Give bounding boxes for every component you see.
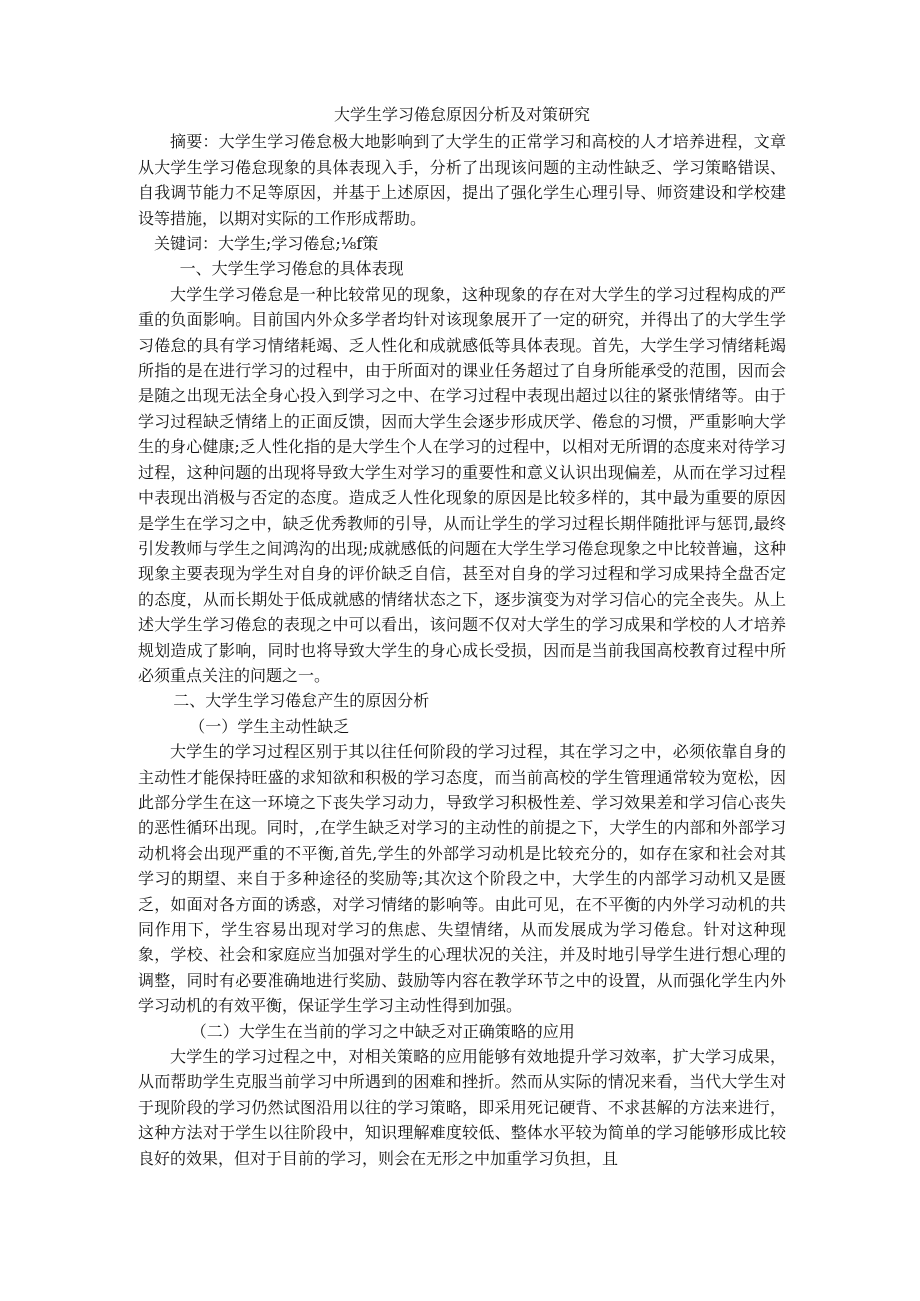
subsection-2-heading: （二）大学生在当前的学习之中缺乏对正确策略的应用 — [190, 1021, 575, 1041]
abstract-paragraph: 摘要：大学生学习倦怠极大地影响到了大学生的正常学习和高校的人才培养进程，文章从大学生学习倦怠现象的具体表现入手，分析了出现该问题的主动性缺乏、学习策略错误、自我调节能力不足等原因，并基于上述原因，提出了强化学生心理引导、师资建设和学校建设等措施，以期对实际的工作形成帮助。 — [138, 132, 786, 228]
section-1-heading: 一、大学生学习倦怠的具体表现 — [179, 259, 404, 279]
document-page — [138, 102, 786, 1171]
subsection-2-paragraph: 大学生的学习过程之中，对相关策略的应用能够有效地提升学习效率，扩大学习成果，从而帮助学生克服当前学习中所遇到的困难和挫折。然而从实际的情况来看，当代大学生对于现阶段的学习仍然试图沿用以往的学习策略，即采用死记硬背、不求甚解的方法来进行，这种方法对于学生以往阶段中，知识理解难度较低、整体水平较为简单的学习能够形成比较良好的效果，但对于目前的学习，则会在无形之中加重学习负担，且 — [138, 1047, 786, 1168]
section-2-heading: 二、大学生学习倦怠产生的原因分析 — [173, 691, 430, 711]
document-title: 大学生学习倦怠原因分析及对策研究 — [333, 105, 590, 124]
keywords-line: 关键词：大学生;学习倦怠;⅛f策 — [154, 234, 379, 254]
subsection-1-heading: （一）学生主动性缺乏 — [189, 716, 350, 736]
subsection-1-paragraph: 大学生的学习过程区别于其以往任何阶段的学习过程，其在学习之中，必须依靠自身的主动性才能保持旺盛的求知欲和积极的学习态度，而当前高校的学生管理通常较为宽松，因此部分学生在这一环境之下丧失学习动力，导致学习积极性差、学习效果差和学习信心丧失的恶性循环出现。同时，,在学生缺乏对学习的主动性的前提之下，大学生的内部和外部学习动机将会出现严重的不平衡,首先,学生的外部学习动机是比较充分的，如存在家和社会对其学习的期望、来自于多种途径的奖励等;其次这个阶段之中，大学生的内部学习动机又是匮乏，如面对各方面的诱惑，对学习情绪的影响等。由此可见，在不平衡的内外学习动机的共同作用下，学生容易出现对学习的焦虑、失望情绪，从而发展成为学习倦怠。针对这种现象，学校、社会和家庭应当加强对学生的心理状况的关注，并及时地引导学生进行想心理的调整，同时有必要准确地进行奖励、鼓励等内容在教学环节之中的设置，从而强化学生内外学习动机的有效平衡，保证学生学习主动性得到加强。 — [138, 742, 786, 1016]
section-1-paragraph: 大学生学习倦怠是一种比较常见的现象，这种现象的存在对大学生的学习过程构成的严重的负面影响。目前国内外众多学者均针对该现象展开了一定的研究，并得出了的大学生学习倦怠的具有学习情绪耗竭、乏人性化和成就感低等具体表现。首先，大学生学习情绪耗竭所指的是在进行学习的过程中，由于所面对的课业任务超过了自身所能承受的范围，因而会是随之出现无法全身心投入到学习之中、在学习过程中表现出超过以往的紧张情绪等。由于学习过程缺乏情绪上的正面反馈，因而大学生会逐步形成厌学、倦怠的习惯，严重影响大学生的身心健康;乏人性化指的是大学生个人在学习的过程中，以相对无所谓的态度来对待学习过程，这种问题的出现将导致大学生对学习的重要性和意义认识出现偏差，从而在学习过程中表现出消极与否定的态度。造成乏人性化现象的原因是比较多样的，其中最为重要的原因是学生在学习之中，缺乏优秀教师的引导，从而让学生的学习过程长期伴随批评与惩罚,最终引发教师与学生之间鸿沟的出现;成就感低的问题在大学生学习倦怠现象之中比较普遍，这种现象主要表现为学生对自身的评价缺乏自信，甚至对自身的学习过程和学习成果持全盘否定的态度，从而长期处于低成就感的情绪状态之下，逐步演变为对学习信心的完全丧失。从上述大学生学习倦怠的表现之中可以看出，该问题不仅对大学生的学习成果和学校的人才培养规划造成了影响，同时也将导致大学生的身心成长受损，因而是当前我国高校教育过程中所必须重点关注的问题之一。 — [138, 284, 786, 685]
